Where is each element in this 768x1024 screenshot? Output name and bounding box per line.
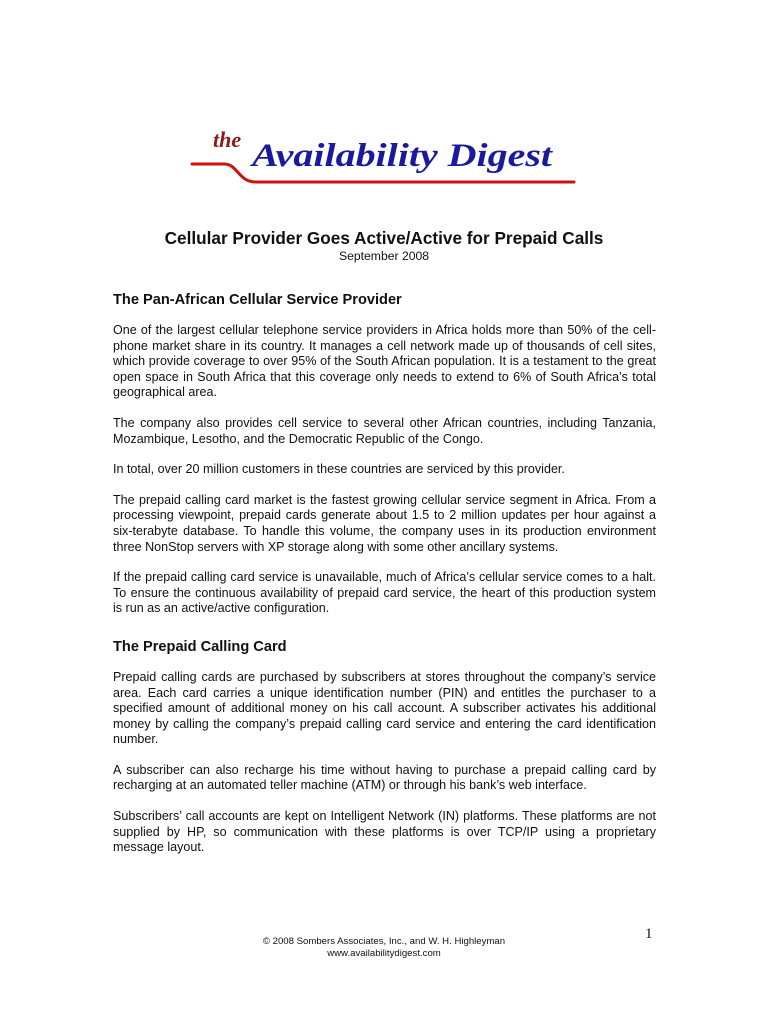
paragraph: Prepaid calling cards are purchased by subscribers at stores throughout the company’s service area. Each card carries a unique identification number (PIN) and entitles the purchaser to a specified amount of additional money on his call account. A subscriber activates his additional money by calling the company’s prepaid calling card service and entering the card identification number. [113, 669, 656, 747]
paragraph: The prepaid calling card market is the fastest growing cellular service segment in Africa. From a processing viewpoint, prepaid cards generate about 1.5 to 2 million updates per hour against a six-terabyte database. To handle this volume, the company uses in its production environment three NonStop servers with XP storage along with some other ancillary systems. [113, 492, 656, 554]
paragraph: If the prepaid calling card service is unavailable, much of Africa’s cellular service comes to a halt. To ensure the continuous availability of prepaid card service, the heart of this production system is run as an active/active configuration. [113, 570, 656, 616]
paragraph: A subscriber can also recharge his time without having to purchase a prepaid calling card by recharging at an automated teller machine (ATM) or through his bank’s web interface. [113, 762, 656, 793]
document-title: Cellular Provider Goes Active/Active for Prepaid Calls [164, 228, 604, 248]
section-heading: The Pan-African Cellular Service Provider [113, 292, 402, 308]
section-heading: The Prepaid Calling Card [113, 638, 287, 655]
paragraph: One of the largest cellular telephone service providers in Africa holds more than 50% of the cell-phone market share in its country. It manages a cell network made up of thousands of cell sites, which provide coverage to over 95% of the South African population. It is a testament to the great open space in South Africa that this coverage only needs to extend to 6% of South Africa’s total geographical area. [113, 323, 656, 400]
logo-name: Availability Digest [249, 138, 553, 174]
document-body [113, 290, 656, 856]
logo-prefix: the [213, 127, 242, 152]
paragraph: In total, over 20 million customers in these countries are serviced by this provider. [113, 462, 565, 477]
availability-digest-logo [186, 120, 586, 190]
paragraph: The company also provides cell service to several other African countries, including Tanzania, Mozambique, Lesotho, and the Democratic Republic of the Congo. [113, 415, 656, 446]
document-date: September 2008 [338, 249, 430, 263]
page-footer [0, 936, 768, 960]
footer-url: www.availabilitydigest.com [327, 948, 441, 959]
paragraph: Subscribers’ call accounts are kept on Intelligent Network (IN) platforms. These platforms are not supplied by HP, so communication with these platforms is over TCP/IP using a proprietary message layout. [113, 809, 656, 855]
page-number: 1 [645, 926, 653, 942]
footer-copyright: © 2008 Sombers Associates, Inc., and W. H. Highleyman [262, 936, 506, 947]
